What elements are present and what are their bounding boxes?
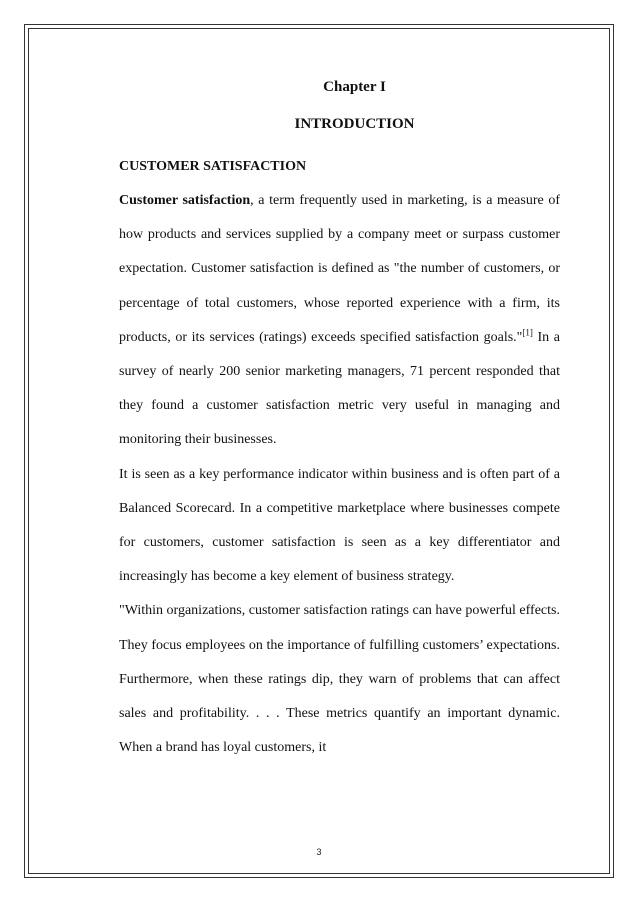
chapter-title: INTRODUCTION (294, 116, 415, 132)
paragraph-1-text-continued: In a survey of nearly 200 senior marketing managers, 71 percent responded that they found a customer satisfaction metric very useful in managing and monitoring their businesses. (119, 329, 560, 448)
page-content (119, 78, 560, 765)
paragraph-3: "Within organizations, customer satisfaction ratings can have powerful effects. They focus employees on the importance of fulfilling customers’ expectations. Furthermore, when these ratings dip, they warn of problems that can affect sales and profitability. . . . These metrics quantify an important dynamic. When a brand has loyal customers, it (119, 603, 560, 756)
paragraph-1-text: , a term frequently used in marketing, is a measure of how products and services supplied by a company meet or surpass customer expectation. Customer satisfaction is defined as "the number of customers, or percentage of total customers, whose reported experience with a firm, its products, or its services (ratings) exceeds specified satisfaction goals." (119, 193, 560, 345)
paragraph-2: It is seen as a key performance indicator within business and is often part of a Balanced Scorecard. In a competitive marketplace where businesses compete for customers, customer satisfaction is seen as a key differentiator and increasingly has become a key element of business strategy. (119, 466, 560, 585)
chapter-label: Chapter I (323, 79, 386, 95)
defined-term: Customer satisfaction (119, 193, 251, 208)
section-heading: CUSTOMER SATISFACTION (119, 159, 307, 174)
paragraph-1 (119, 184, 560, 458)
page-number: 3 (316, 847, 322, 857)
reference-marker: [1] (522, 327, 533, 338)
